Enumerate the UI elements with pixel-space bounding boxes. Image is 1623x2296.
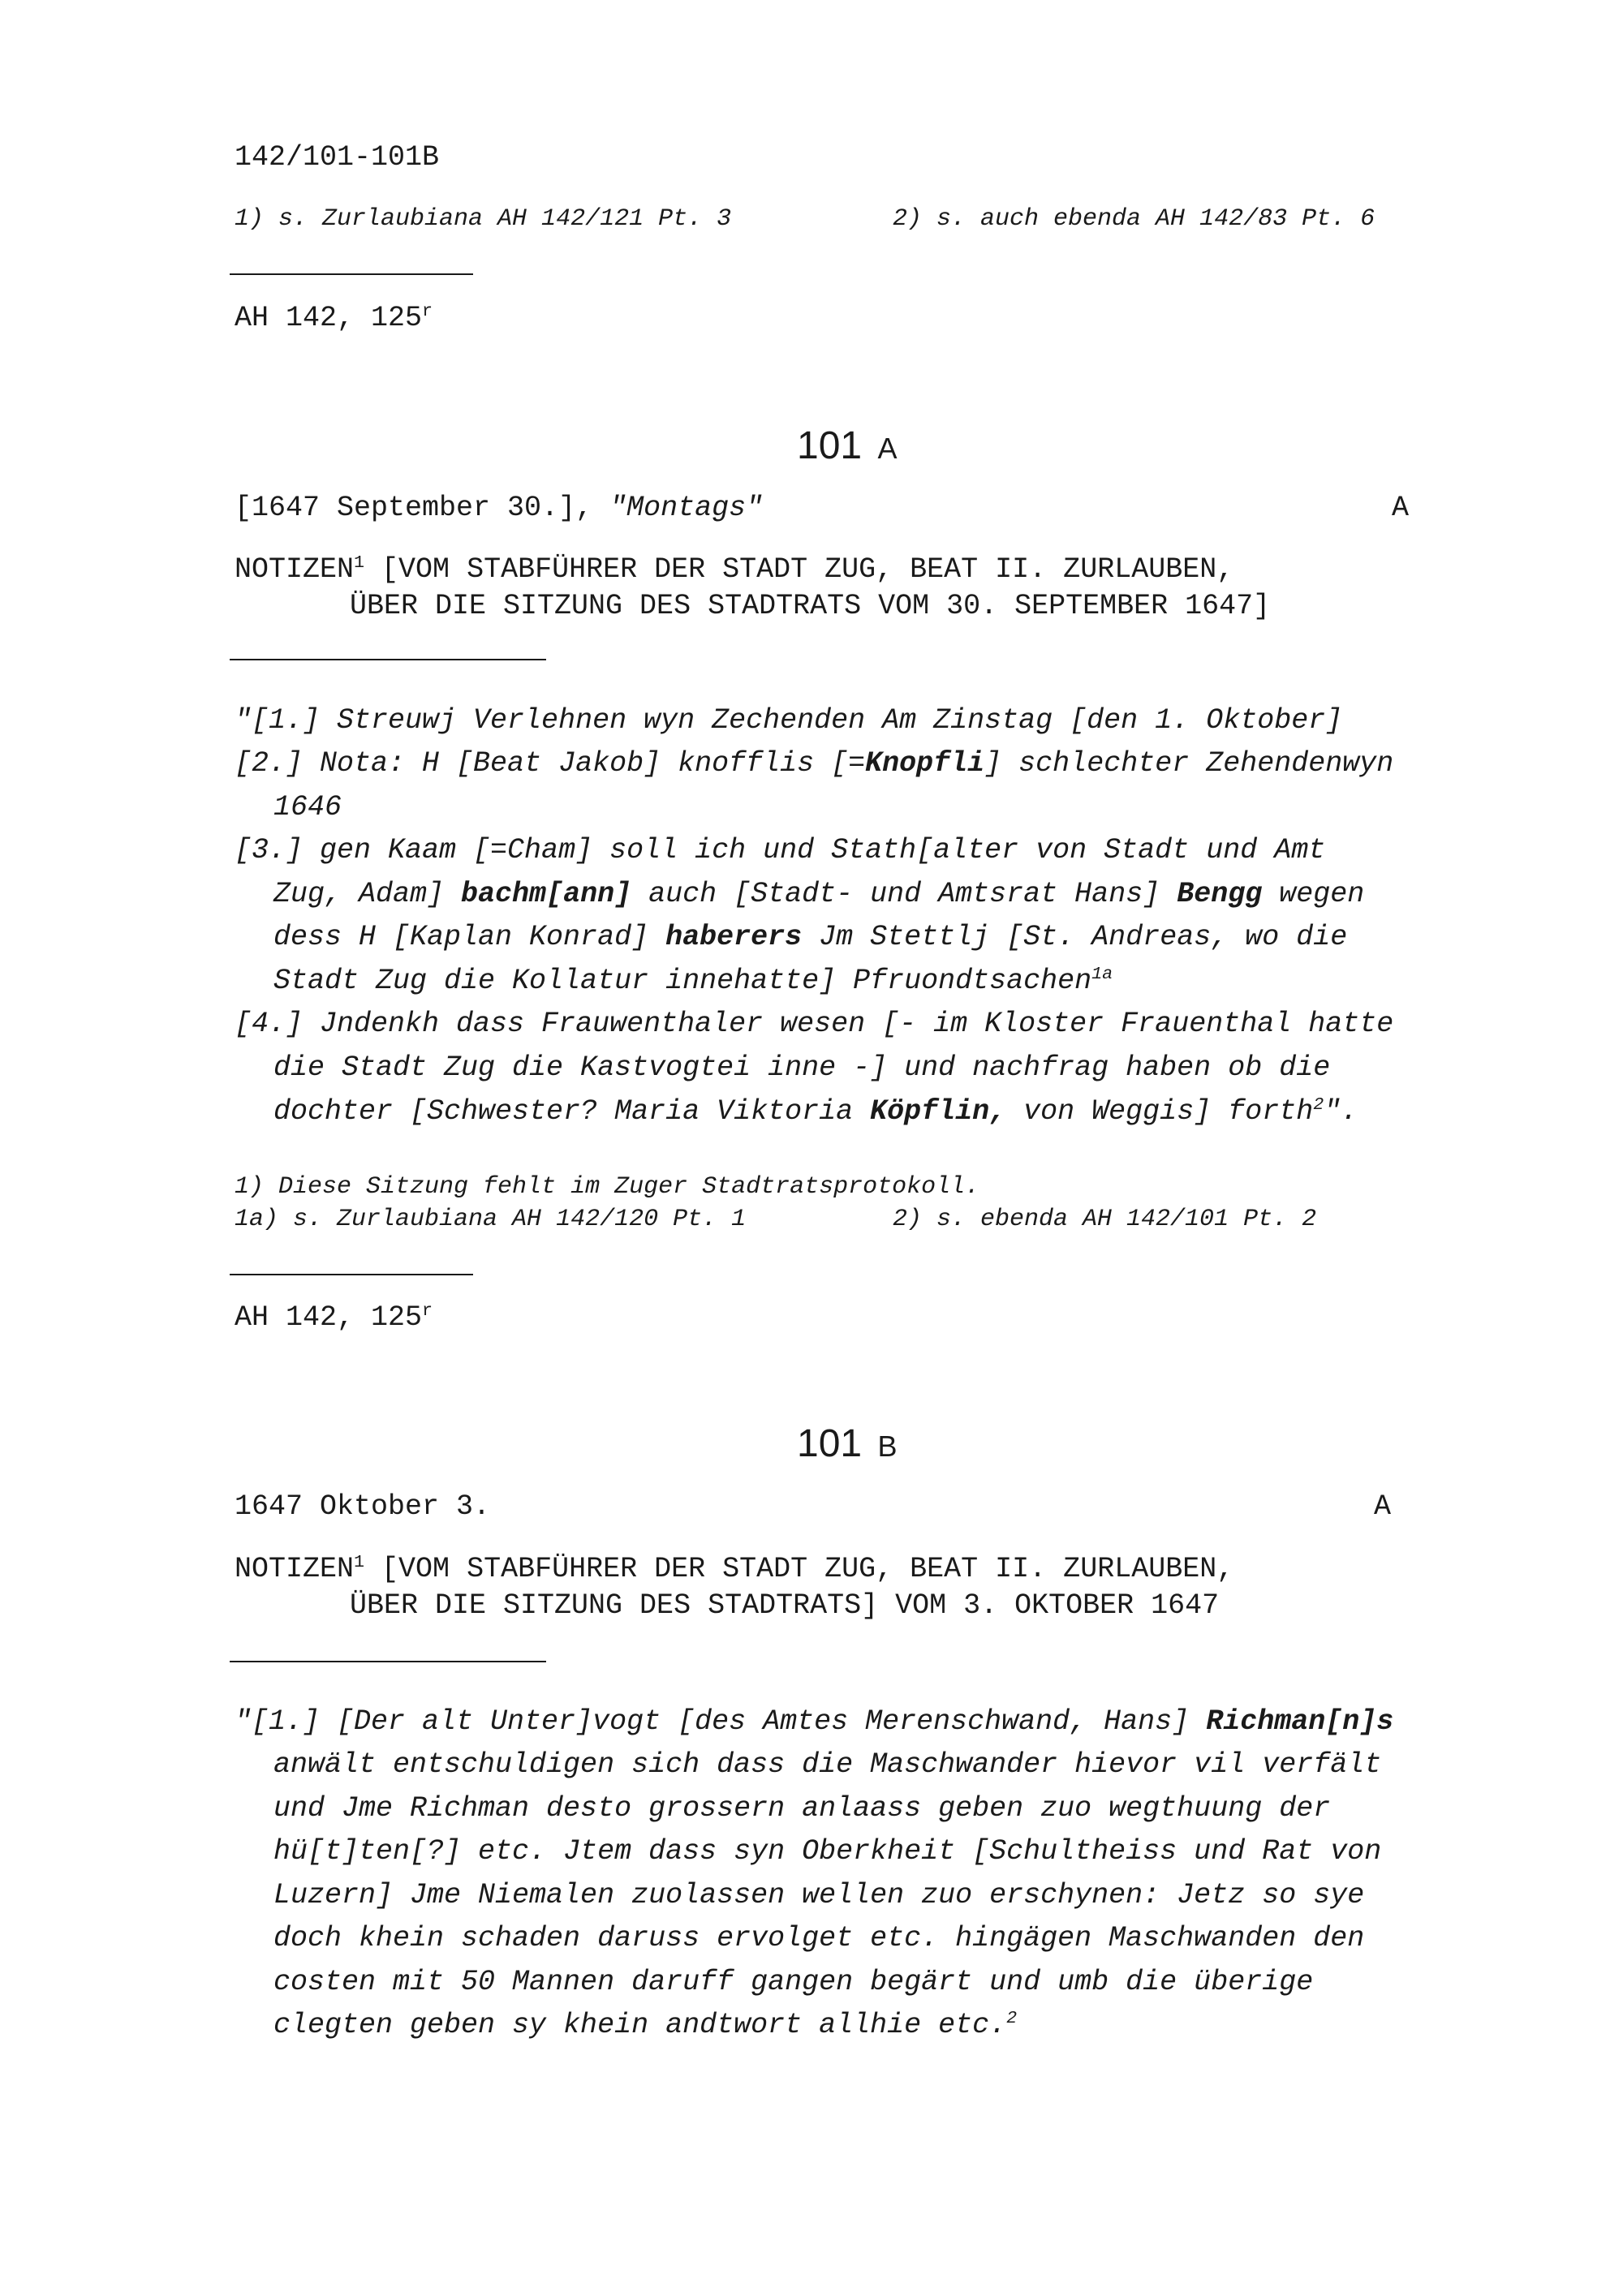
- text-span: Stadt Zug die Kollatur innehatte] Pfruondtsachen: [273, 965, 1092, 997]
- text-line: [273, 965, 1113, 997]
- text-line: [273, 2009, 1017, 2041]
- text-span: clegten geben sy khein andtwort allhie etc.: [273, 2009, 1007, 2041]
- footnote-2: 2) s. auch ebenda AH 142/83 Pt. 6: [893, 205, 1375, 233]
- text-span: von Weggis] forth: [1006, 1095, 1314, 1128]
- text-line: [4.] Jndenkh dass Frauwenthaler wesen [- im Kloster Frauenthal hatte: [235, 1008, 1394, 1040]
- heading-rule: [230, 1661, 546, 1662]
- text-bold: Knopfli: [865, 747, 985, 780]
- document-date-italic: "Montags": [609, 492, 764, 524]
- text-span: [2.] Nota: H [Beat Jakob] knofflis [=: [235, 747, 866, 780]
- document-heading-line-1: [235, 1553, 1233, 1585]
- heading-rule: [230, 659, 546, 660]
- text-line: [273, 1095, 1358, 1128]
- archive-reference-text: AH 142, 125: [235, 302, 423, 334]
- document-number-value: 101: [797, 424, 863, 467]
- heading-sup: 1: [354, 1552, 365, 1573]
- text-line: die Stadt Zug die Kastvogtei inne -] und nachfrag haben ob die: [273, 1051, 1331, 1084]
- document-date-plain: [1647 September 30.],: [235, 492, 610, 524]
- text-span: "[1.] [Der alt Unter]vogt [des Amtes Merenschwand, Hans]: [235, 1705, 1207, 1738]
- archive-reference: [235, 1301, 433, 1334]
- document-marker: A: [1374, 1490, 1392, 1523]
- heading-sup: 1: [354, 553, 365, 574]
- text-line: 1646: [273, 791, 342, 823]
- footnote-rule: [230, 1274, 473, 1275]
- document-number: [797, 424, 897, 468]
- text-line: [273, 878, 1364, 910]
- heading-rest: [VOM STABFÜHRER DER STADT ZUG, BEAT II. ZURLAUBEN,: [364, 1553, 1234, 1585]
- text-bold: Köpflin,: [870, 1095, 1007, 1128]
- heading-rest: [VOM STABFÜHRER DER STADT ZUG, BEAT II. ZURLAUBEN,: [364, 553, 1234, 586]
- archive-reference-text: AH 142, 125: [235, 1301, 423, 1334]
- document-marker: A: [1392, 492, 1410, 524]
- heading-word: NOTIZEN: [235, 1553, 355, 1585]
- text-line: [3.] gen Kaam [=Cham] soll ich und Stath[alter von Stadt und Amt: [235, 834, 1326, 866]
- text-line: costen mit 50 Mannen daruff gangen begärt und umb die überige: [273, 1966, 1314, 1998]
- text-line: "[1.] Streuwj Verlehnen wyn Zechenden Am Zinstag [den 1. Oktober]: [235, 704, 1343, 737]
- document-heading-line-2: ÜBER DIE SITZUNG DES STADTRATS VOM 30. SEPTEMBER 1647]: [350, 590, 1271, 622]
- text-span: Zug, Adam]: [273, 878, 462, 910]
- text-span: ] schlechter Zehendenwyn: [984, 747, 1394, 780]
- text-bold: Bengg: [1177, 878, 1263, 910]
- footnote-1: 1) s. Zurlaubiana AH 142/121 Pt. 3: [235, 205, 732, 233]
- archive-reference-sup: r: [422, 1301, 433, 1322]
- text-line: [235, 747, 1393, 780]
- text-bold: Richman[n]s: [1206, 1705, 1394, 1738]
- text-line: hü[t]ten[?] etc. Jtem dass syn Oberkheit [Schultheiss und Rat von: [273, 1835, 1382, 1868]
- text-span: auch [Stadt- und Amtsrat Hans]: [631, 878, 1177, 910]
- footnote-rule: [230, 273, 473, 275]
- page-reference: 142/101-101B: [235, 141, 440, 174]
- text-span: ".: [1324, 1095, 1358, 1128]
- text-sup: 1a: [1091, 964, 1113, 985]
- document-heading-line-2: ÜBER DIE SITZUNG DES STADTRATS] VOM 3. OKTOBER 1647: [350, 1589, 1220, 1622]
- text-line: [273, 921, 1347, 953]
- heading-word: NOTIZEN: [235, 553, 355, 586]
- text-sup: 2: [1006, 2008, 1018, 2029]
- text-line: doch khein schaden daruss ervolget etc. hingägen Maschwanden den: [273, 1922, 1365, 1954]
- text-sup: 2: [1313, 1094, 1324, 1116]
- document-number-value: 101: [797, 1422, 863, 1465]
- text-line: anwält entschuldigen sich dass die Maschwander hievor vil verfält: [273, 1748, 1382, 1781]
- text-span: dochter [Schwester? Maria Viktoria: [273, 1095, 871, 1128]
- document-number-letter: B: [877, 1430, 898, 1463]
- text-bold: haberers: [665, 921, 803, 953]
- archive-reference: [235, 302, 433, 334]
- document-number: [797, 1421, 897, 1466]
- text-span: Jm Stettlj [St. Andreas, wo die: [802, 921, 1348, 953]
- footnote-2: 2) s. ebenda AH 142/101 Pt. 2: [893, 1206, 1317, 1233]
- document-date: 1647 Oktober 3.: [235, 1490, 491, 1523]
- text-bold: bachm[ann]: [461, 878, 632, 910]
- document-number-letter: A: [877, 432, 898, 465]
- text-span: dess H [Kaplan Konrad]: [273, 921, 666, 953]
- text-span: wegen: [1262, 878, 1365, 910]
- text-line: [235, 1705, 1393, 1738]
- document-date: [235, 492, 763, 524]
- text-line: Luzern] Jme Niemalen zuolassen wellen zuo erschynen: Jetz so sye: [273, 1879, 1365, 1911]
- text-line: und Jme Richman desto grossern anlaass geben zuo wegthuung der: [273, 1792, 1331, 1825]
- document-heading-line-1: [235, 553, 1233, 586]
- footnote-1a: 1a) s. Zurlaubiana AH 142/120 Pt. 1: [235, 1206, 747, 1233]
- archive-reference-sup: r: [422, 301, 433, 322]
- footnote-1: 1) Diese Sitzung fehlt im Zuger Stadtratsprotokoll.: [235, 1173, 980, 1201]
